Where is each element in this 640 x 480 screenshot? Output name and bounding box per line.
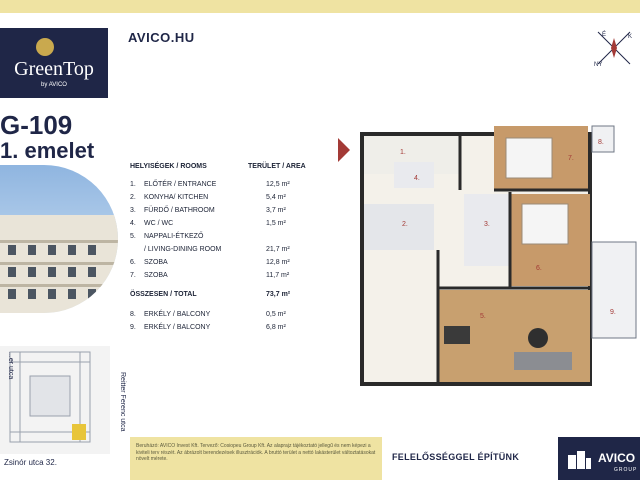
plan-label-9: 9. [610,309,616,316]
table-row [130,259,310,271]
room-number: 2. [130,194,136,201]
window [28,267,36,277]
floor-line [0,262,118,265]
plan-label-8: 8. [598,139,604,146]
greentop-logo [0,28,108,98]
plan-label-1: 1. [400,149,406,156]
logo-title: GreenTop [14,58,94,80]
disclaimer-text: Beruházó: AVICO Invest Kft. Tervező: Cosiopeu Group Kft. Az alaprajz tájékoztató jellegű és nem képezi a kiviteli terv részét. Az ábrázolt berendezések illusztrációk. A bruttó terület a nettó lakásterület változtatásokat növelt mérete. [136,443,376,462]
apartment-highlight [72,424,86,440]
room-name: NAPPALI-ÉTKEZŐ [144,233,204,240]
total-value: 73,7 m² [266,291,291,298]
plan-label-3: 3. [484,221,490,228]
table-row [130,220,310,232]
table-header-rooms: HELYISÉGEK / ROOMS [130,163,207,170]
room-number: 8. [130,311,136,318]
table-row [130,272,310,284]
plan-label-5: 5. [480,313,486,320]
compass-letter-north: É [602,32,607,38]
logo-subtitle: by AVICO [41,82,67,88]
room-name: ELŐTÉR / ENTRANCE [144,181,217,188]
window [48,289,56,299]
building-icon [566,449,592,469]
window [68,289,76,299]
window [68,267,76,277]
floor-plan [354,104,640,394]
logo-emblem-icon [36,38,54,56]
table-total-row [130,291,310,303]
table-row [130,246,310,258]
street-label-right: Reitter Ferenc utca [119,372,126,432]
room-area: 5,4 m² [266,194,286,201]
table-row [130,324,310,336]
pointer-arrow-icon [338,138,350,162]
room-area: 12,5 m² [266,181,290,188]
room-number: 5. [130,233,136,240]
room-name: FÜRDŐ / BATHROOM [144,207,215,214]
compass-icon [592,26,636,70]
room-number: 3. [130,207,136,214]
compass-letter-east: K [628,34,633,40]
top-banner [0,0,640,13]
apartment-code: G-109 [0,110,73,140]
window [8,245,16,255]
room-area: 6,8 m² [266,324,286,331]
window [48,245,56,255]
floor-line [0,240,118,243]
table-row [130,311,310,323]
window [48,267,56,277]
street-label-left: ...er utca [7,352,14,380]
disclaimer-box [130,437,382,480]
slogan: FELELŐSSÉGGEL ÉPÍTÜNK [392,452,520,462]
window [8,267,16,277]
compass-letter-west: NY [594,62,603,68]
window [28,289,36,299]
room-area: 21,7 m² [266,246,290,253]
table-row [130,207,310,219]
building-photo [0,165,118,313]
room-name: / LIVING-DINING ROOM [144,246,222,253]
room-area: 12,8 m² [266,259,290,266]
room-bathroom [464,194,510,266]
plan-label-2: 2. [402,221,408,228]
table-row [130,194,310,206]
avico-group-logo [558,437,640,480]
floor-line [0,284,118,287]
plan-label-6: 6. [536,265,542,272]
window [88,245,96,255]
room-number: 1. [130,181,136,188]
room-kitchen [364,204,434,250]
room-area: 1,5 m² [266,220,286,227]
window [8,289,16,299]
window [28,245,36,255]
plan-label-4: 4. [414,175,420,182]
window [88,289,96,299]
brand-subtitle: GROUP [614,467,638,473]
brand-name: AVICO [598,451,636,465]
table-header-area: TERÜLET / AREA [248,163,306,170]
site-plan-map [0,346,110,454]
table-row [130,181,310,193]
room-name: WC / WC [144,220,174,227]
apartment-floor: 1. emelet [0,138,95,163]
room-name: ERKÉLY / BALCONY [144,324,211,331]
room-name: ERKÉLY / BALCONY [144,311,211,318]
room-name: KONYHA/ KITCHEN [144,194,209,201]
table-row [130,233,310,245]
balcony-9 [592,242,636,338]
room-area: 3,7 m² [266,207,286,214]
street-label-bottom: Zsinór utca 32. [4,458,57,467]
room-number: 6. [130,259,136,266]
total-label: ÖSSZESEN / TOTAL [130,291,197,298]
room-number: 9. [130,324,136,331]
site-plan-drawing [0,346,110,454]
window [88,267,96,277]
site-url: AVICO.HU [128,30,195,45]
room-area: 11,7 m² [266,272,290,279]
room-area: 0,5 m² [266,311,286,318]
window [68,245,76,255]
room-number: 4. [130,220,136,227]
plan-label-7: 7. [568,155,574,162]
room-number: 7. [130,272,136,279]
room-name: SZOBA [144,259,168,266]
room-name: SZOBA [144,272,168,279]
